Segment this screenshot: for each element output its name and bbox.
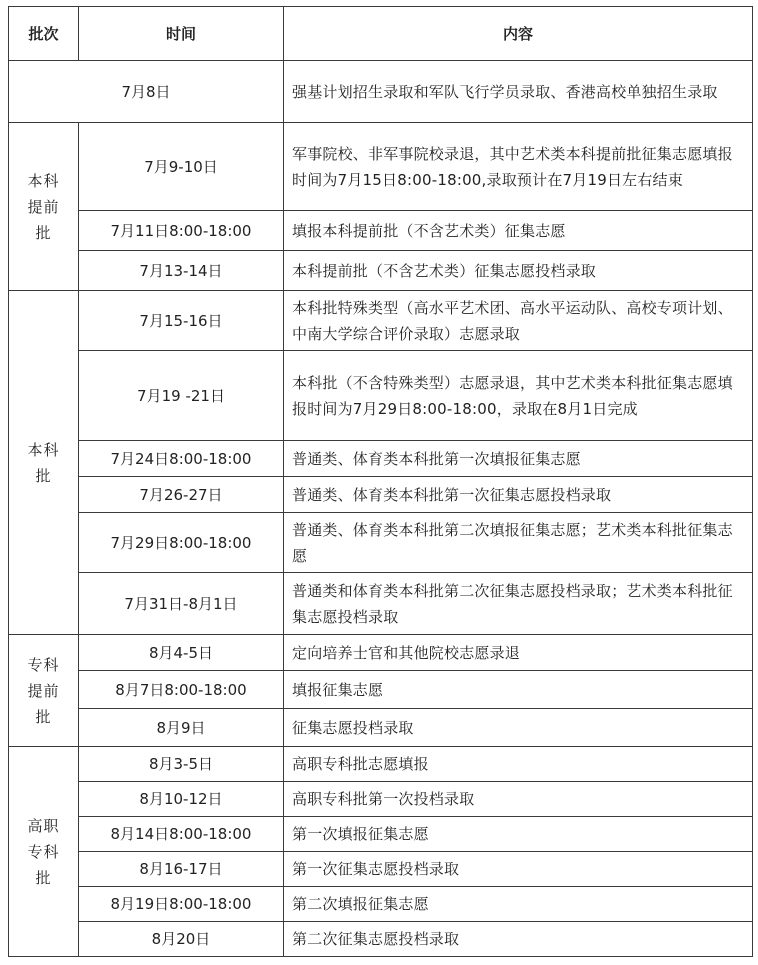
batch-line: 批 <box>35 868 52 887</box>
time-cell: 7月9-10日 <box>79 123 284 211</box>
table-row <box>9 635 753 671</box>
batch-line: 本科 <box>27 171 60 190</box>
batch-line: 高职 <box>27 816 60 835</box>
header-time: 时间 <box>79 7 284 61</box>
content-cell: 普通类、体育类本科批第一次征集志愿投档录取 <box>284 477 753 513</box>
batch-line: 批 <box>35 707 52 726</box>
table-row <box>9 573 753 635</box>
time-cell: 8月16-17日 <box>79 852 284 887</box>
content-cell: 本科批（不含特殊类型）志愿录退，其中艺术类本科批征集志愿填报时间为7月29日8:00-18:00，录取在8月1日完成 <box>284 351 753 441</box>
content-cell: 第二次填报征集志愿 <box>284 887 753 922</box>
table-row <box>9 887 753 922</box>
table-row <box>9 251 753 291</box>
table-row <box>9 513 753 573</box>
content-cell: 军事院校、非军事院校录退，其中艺术类本科提前批征集志愿填报时间为7月15日8:00-18:00,录取预计在7月19日左右结束 <box>284 123 753 211</box>
table-row <box>9 291 753 351</box>
content-cell: 普通类、体育类本科批第二次填报征集志愿；艺术类本科批征集志愿 <box>284 513 753 573</box>
header-content: 内容 <box>284 7 753 61</box>
time-cell: 7月19 -21日 <box>79 351 284 441</box>
time-cell: 7月8日 <box>9 61 284 123</box>
content-cell: 定向培养士官和其他院校志愿录退 <box>284 635 753 671</box>
table-row <box>9 671 753 709</box>
time-cell: 7月13-14日 <box>79 251 284 291</box>
table-row <box>9 817 753 852</box>
header-batch: 批次 <box>9 7 79 61</box>
content-cell: 征集志愿投档录取 <box>284 709 753 747</box>
batch-undergrad <box>9 291 79 635</box>
content-cell: 第一次征集志愿投档录取 <box>284 852 753 887</box>
table-row <box>9 477 753 513</box>
table-row <box>9 852 753 887</box>
content-cell: 第二次征集志愿投档录取 <box>284 922 753 957</box>
time-cell: 8月20日 <box>79 922 284 957</box>
table-row <box>9 211 753 251</box>
batch-line: 专科 <box>27 842 60 861</box>
content-cell: 填报本科提前批（不含艺术类）征集志愿 <box>284 211 753 251</box>
time-cell: 7月31日-8月1日 <box>79 573 284 635</box>
batch-undergrad-early <box>9 123 79 291</box>
batch-vocational <box>9 747 79 957</box>
table-row <box>9 709 753 747</box>
content-cell: 高职专科批第一次投档录取 <box>284 782 753 817</box>
table-row <box>9 922 753 957</box>
time-cell: 7月26-27日 <box>79 477 284 513</box>
content-cell: 填报征集志愿 <box>284 671 753 709</box>
time-cell: 8月10-12日 <box>79 782 284 817</box>
table-row <box>9 123 753 211</box>
time-cell: 7月15-16日 <box>79 291 284 351</box>
table-row <box>9 61 753 123</box>
time-cell: 8月3-5日 <box>79 747 284 782</box>
table-row <box>9 747 753 782</box>
time-cell: 8月19日8:00-18:00 <box>79 887 284 922</box>
content-cell: 第一次填报征集志愿 <box>284 817 753 852</box>
content-cell: 高职专科批志愿填报 <box>284 747 753 782</box>
batch-line: 提前 <box>27 197 60 216</box>
table-row <box>9 782 753 817</box>
admission-schedule-table <box>8 6 753 957</box>
time-cell: 8月14日8:00-18:00 <box>79 817 284 852</box>
time-cell: 8月4-5日 <box>79 635 284 671</box>
time-cell: 8月7日8:00-18:00 <box>79 671 284 709</box>
content-cell: 本科提前批（不含艺术类）征集志愿投档录取 <box>284 251 753 291</box>
table-row <box>9 351 753 441</box>
batch-line: 专科 <box>27 655 60 674</box>
time-cell: 7月24日8:00-18:00 <box>79 441 284 477</box>
content-cell: 普通类和体育类本科批第二次征集志愿投档录取；艺术类本科批征集志愿投档录取 <box>284 573 753 635</box>
table-header-row <box>9 7 753 61</box>
time-cell: 7月11日8:00-18:00 <box>79 211 284 251</box>
time-cell: 7月29日8:00-18:00 <box>79 513 284 573</box>
batch-line: 批 <box>35 466 52 485</box>
batch-line: 本科 <box>27 440 60 459</box>
content-cell: 普通类、体育类本科批第一次填报征集志愿 <box>284 441 753 477</box>
content-cell: 强基计划招生录取和军队飞行学员录取、香港高校单独招生录取 <box>284 61 753 123</box>
time-cell: 8月9日 <box>79 709 284 747</box>
batch-junior-early <box>9 635 79 747</box>
batch-line: 提前 <box>27 681 60 700</box>
batch-line: 批 <box>35 223 52 242</box>
content-cell: 本科批特殊类型（高水平艺术团、高水平运动队、高校专项计划、中南大学综合评价录取）志愿录取 <box>284 291 753 351</box>
table-row <box>9 441 753 477</box>
